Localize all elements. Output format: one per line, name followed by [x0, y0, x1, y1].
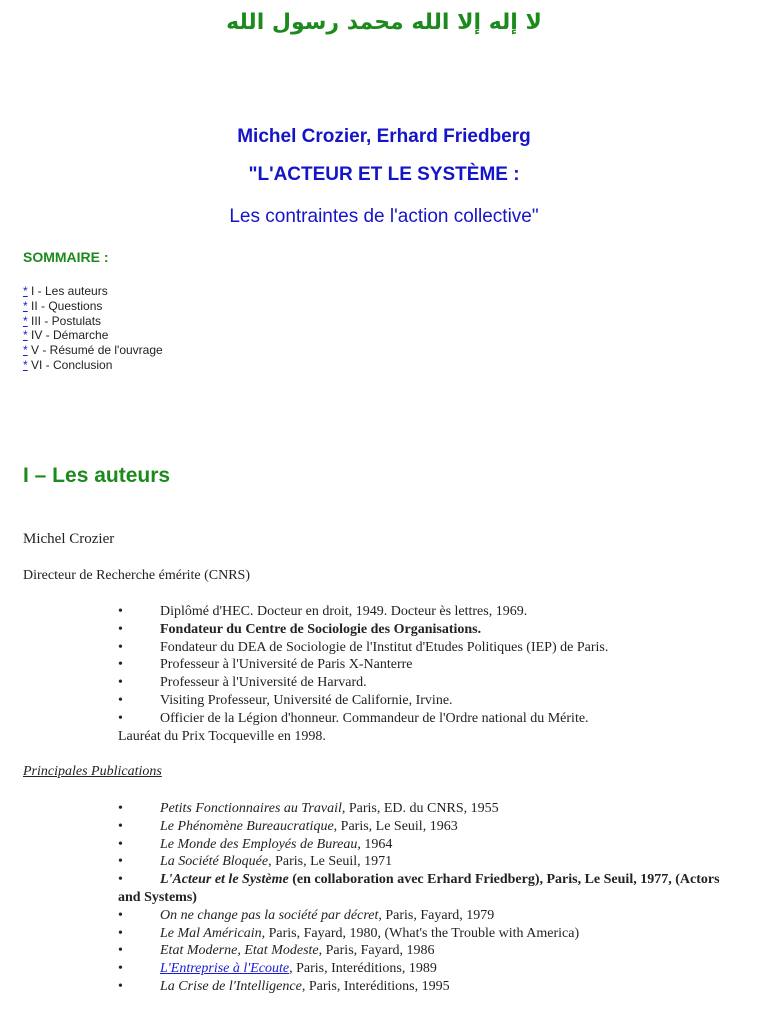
publication-title: Le Mal Américain [160, 925, 262, 941]
bio-list [118, 603, 608, 728]
toc-item [23, 314, 163, 329]
publication-item [118, 978, 738, 996]
toc-item [23, 299, 163, 314]
table-of-contents [23, 284, 163, 373]
publication-item [118, 942, 738, 960]
document-title: "L'ACTEUR ET LE SYSTÈME : [248, 164, 520, 185]
bio-item-bold: Fondateur du Centre de Sociologie des Organisations. [160, 621, 482, 637]
publication-title: La Société Bloquée [160, 854, 269, 870]
publication-title: Petits Fonctionnaires au Travail, [160, 801, 346, 816]
toc-link[interactable]: * [23, 313, 28, 328]
publication-details: , Paris, Interéditions, 1989 [289, 961, 437, 977]
toc-link[interactable]: * [23, 343, 28, 358]
publications-list [118, 800, 738, 996]
author-name: Michel Crozier [23, 531, 115, 547]
toc-item-label: II - Questions [27, 298, 103, 313]
toc-item [23, 328, 163, 343]
publication-details: , Paris, Le Seuil, 1971 [268, 854, 393, 870]
toc-link[interactable]: * [23, 328, 28, 343]
publication-title: Le Phénomène Bureaucratique [160, 818, 334, 834]
bio-item: • Fondateur du DEA de Sociologie de l'Institut d'Etudes Politiques (IEP) de Paris. [118, 639, 608, 657]
section-heading-auteurs: I – Les auteurs [23, 464, 171, 487]
publication-item [118, 836, 738, 854]
toc-link[interactable]: * [23, 298, 28, 313]
bio-item: • Professeur à l'Université de Harvard. [118, 674, 608, 692]
toc-link[interactable]: * [23, 357, 28, 372]
publication-details: , Paris, Fayard, 1979 [378, 907, 495, 923]
publication-title: Le Monde des Employés de Bureau [160, 836, 358, 852]
bio-item: • Diplômé d'HEC. Docteur en droit, 1949. Docteur ès lettres, 1969. [118, 603, 608, 621]
document-authors: Michel Crozier, Erhard Friedberg [237, 126, 531, 147]
toc-item-label: VI - Conclusion [27, 357, 113, 372]
bio-item: • Visiting Professeur, Université de Californie, Irvine. [118, 692, 608, 710]
publication-item [118, 925, 738, 943]
publication-details: (en collaboration avec Erhard Friedberg), Paris, Le Seuil, 1977, (Actors and Systems) [118, 872, 720, 905]
publication-details: , 1964 [357, 836, 393, 852]
publication-item [118, 853, 738, 871]
publication-link[interactable]: L'Entreprise à l'Ecoute [160, 961, 290, 977]
publication-details: , Paris, Le Seuil, 1963 [333, 818, 458, 834]
bio-item: • Professeur à l'Université de Paris X-Nanterre [118, 656, 608, 674]
publication-details: , Paris, Fayard, 1980, (What's the Trouble with America) [261, 925, 580, 941]
toc-item [23, 284, 163, 299]
publication-title: On ne change pas la société par décret [160, 907, 379, 923]
toc-link[interactable]: * [23, 284, 28, 298]
arabic-header: لا إله إلا الله محمد رسول الله [226, 10, 542, 35]
prize-text: Lauréat du Prix Tocqueville en 1998. [118, 729, 326, 744]
bio-item [118, 621, 608, 639]
publication-item [118, 800, 738, 818]
toc-item-label: V - Résumé de l'ouvrage [27, 343, 163, 358]
publication-title: L'Acteur et le Système [160, 872, 289, 888]
bio-item: • Officier de la Légion d'honneur. Commandeur de l'Ordre national du Mérite. [118, 710, 608, 728]
publication-details: , Paris, Fayard, 1986 [318, 943, 435, 959]
toc-item-label: IV - Démarche [27, 328, 109, 343]
toc-item-label: III - Postulats [27, 313, 102, 328]
publication-details: , Paris, Interéditions, 1995 [301, 978, 450, 994]
author-role: Directeur de Recherche émérite (CNRS) [23, 568, 251, 583]
publication-title: La Crise de l'Intelligence [160, 978, 302, 994]
toc-item [23, 358, 163, 373]
publication-item [118, 818, 738, 836]
publication-item [118, 871, 738, 907]
toc-item [23, 343, 163, 358]
sommaire-heading: SOMMAIRE : [23, 249, 109, 265]
publication-item [118, 960, 738, 978]
publication-title: Etat Moderne, Etat Modeste [160, 943, 319, 959]
publications-heading: Principales Publications [23, 764, 162, 779]
toc-item-label: I - Les auteurs [27, 284, 108, 298]
publication-details: Paris, ED. du CNRS, 1955 [345, 801, 499, 816]
document-subtitle: Les contraintes de l'action collective" [229, 206, 539, 227]
publication-item [118, 907, 738, 925]
